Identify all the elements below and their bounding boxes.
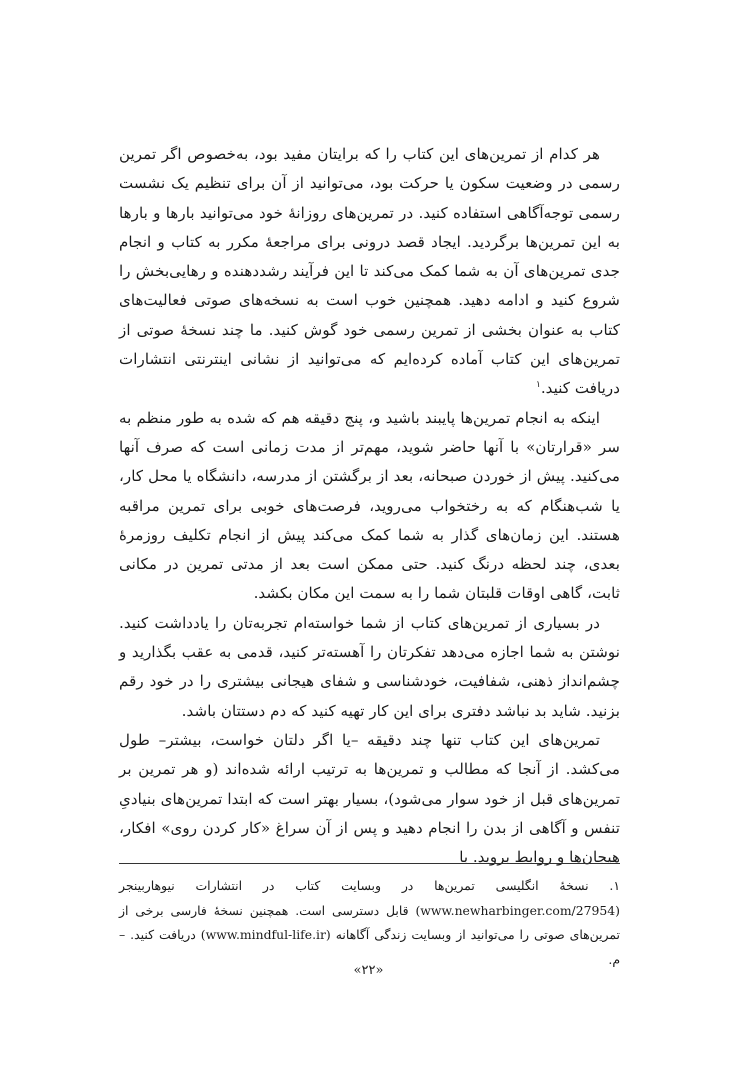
paragraph-3: در بسیاری از تمرین‌های کتاب از شما خواسته‌ام تجربه‌تان را یادداشت کنید. نوشتن به شما اجازه می‌دهد تفکرتان را آهسته‌تر کنید، قدمی به عقب بگذارید و چشم‌انداز ذهنی، شفافیت، خودشناسی و شفای هیجانی بیشتری را در خود رقم بزنید. شاید بد نباشد دفتری برای این کار تهیه کنید که دم دستتان باشد. xyxy=(119,613,620,720)
paragraph-1 xyxy=(119,140,620,404)
paragraph-1-text: هر کدام از تمرین‌های این کتاب را که برایتان مفید بود، به‌خصوص اگر تمرین رسمی در وضعیت سکون یا حرکت بود، می‌توانید از آن برای تنظیم یک نشست رسمی توجه‌آگاهی استفاده کنید. در تمرین‌های روزانهٔ خود می‌توانید بارها و بارها به این تمرین‌ها برگردید. ایجاد قصد درونی برای مراجعهٔ مکرر به کتاب و انجام جدی تمرین‌های آن به شما کمک می‌کند تا این فرآیند رشددهنده و رهایی‌بخش را شروع کنید و ادامه دهید. همچنین خوب است به نسخه‌های صوتی فعالیت‌های کتاب به عنوان بخشی از تمرین رسمی خود گوش کنید. ما چند نسخهٔ صوتی از تمرین‌های این کتاب آماده کرده‌ایم که می‌توانید از نشانی اینترنتی انتشارات دریافت کنید. xyxy=(119,145,620,398)
footnote-divider xyxy=(119,863,620,864)
page-number: «۲۲» xyxy=(353,963,384,978)
body-text xyxy=(119,140,620,872)
paragraph-4: تمرین‌های این کتاب تنها چند دقیقه –یا اگر دلتان خواست، بیشتر– طول می‌کشد. از آنجا که مطالب و تمرین‌ها به ترتیب ارائه شده‌اند (و هر تمرین بر تمرین‌های قبل از خود سوار می‌شود)، بسیار بهتر است که ابتدا تمرین‌های بنیادیِ تنفس و آگاهی از بدن را انجام دهید و پس از آن سراغ «کار کردن روی» افکار، هیجان‌ها و روابط بروید. با xyxy=(119,730,620,867)
footnote xyxy=(119,874,620,972)
paragraph-2: اینکه به انجام تمرین‌ها پایبند باشید و، پنج دقیقه هم که شده به طور منظم به سر «قرارتان» با آنها حاضر شوید، مهم‌تر از مدت زمانی است که صرف آنها می‌کنید. پیش از خوردن صبحانه، بعد از برگشتن از مدرسه، دانشگاه یا محل کار، یا شب‌هنگام که به رختخواب می‌روید، فرصت‌های خوبی برای تمرین مراقبه هستند. این زمان‌های گذار به شما کمک می‌کند پیش از انجام تکلیف روزمرهٔ بعدی، چند لحظه درنگ کنید. حتی ممکن است بعد از مدتی تمرین در مکانی ثابت، گاهی اوقات قلبتان شما را به سمت این مکان بکشد. xyxy=(119,408,620,603)
footnote-reference: ۱ xyxy=(536,380,541,391)
footnote-text: ۱. نسخهٔ انگلیسی تمرین‌ها در وبسایت کتاب در انتشارات نیوهاربینجر (www.newharbinger.com/27954) قابل دسترسی است. همچنین نسخهٔ فارسی برخی از تمرین‌های صوتی را می‌توانید از وبسایت زندگی آگاهانه (www.mindful-life.ir) دریافت کنید. –م. xyxy=(119,878,620,967)
